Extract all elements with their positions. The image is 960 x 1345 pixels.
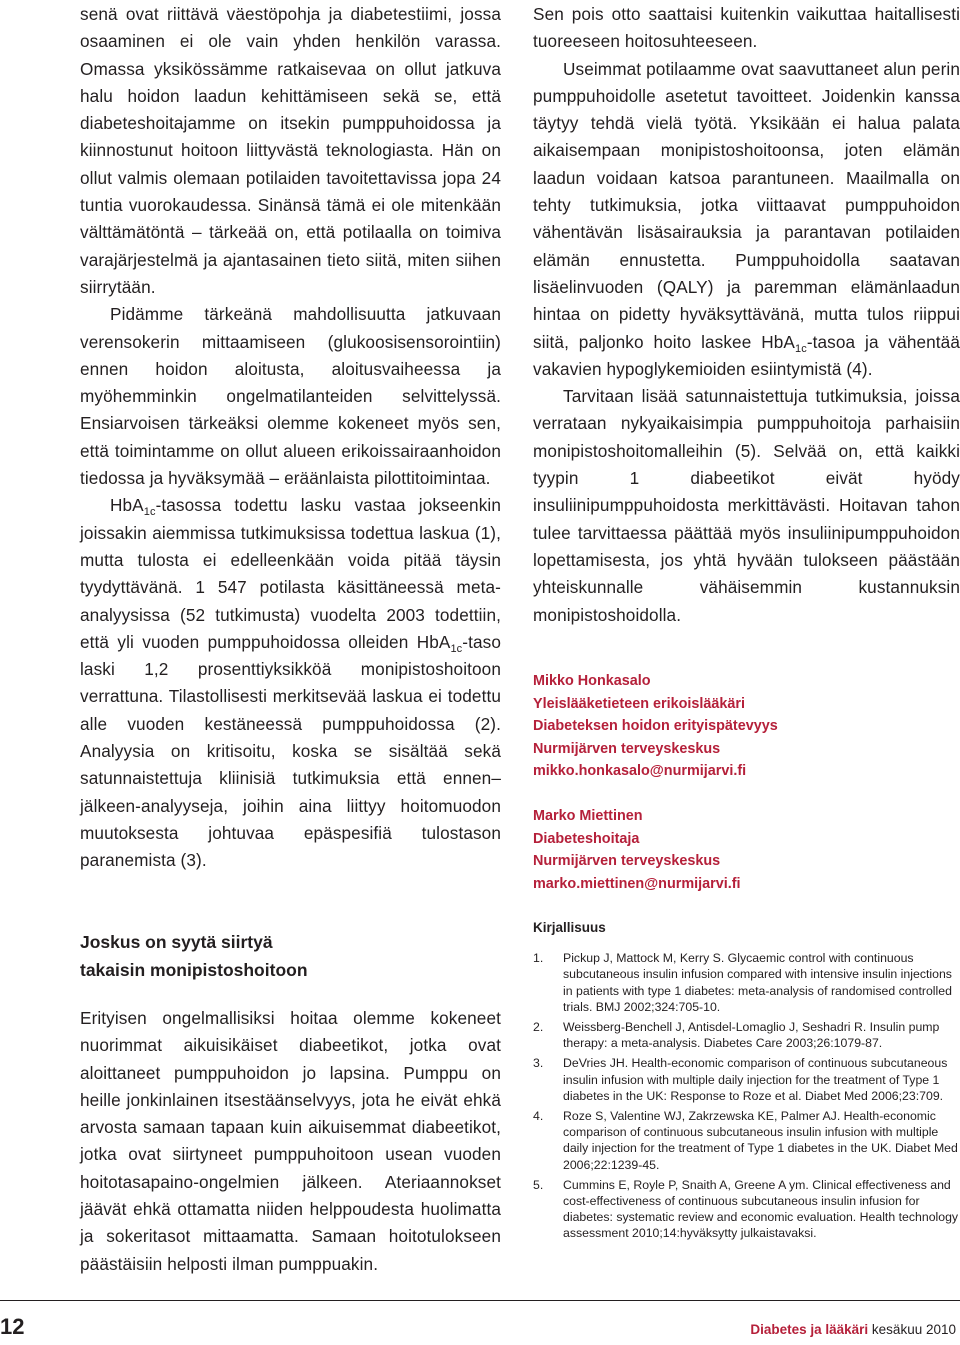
reference-text: DeVries JH. Health-economic comparison of continuous subcutaneous insulin infusion with multiple daily injection for the treatment of Type 1 diabetes in the UK: Response to Roze et al. Diabet Med 2006;23:709. [563,1056,948,1103]
left-column [80,0,501,875]
reference-item [533,1055,960,1104]
footer-divider [0,1300,960,1301]
hba-text: HbA [761,331,795,352]
author-title: Yleislääketieteen erikoislääkäri [533,695,746,712]
page-number: 12 [0,1314,25,1339]
hba-text: HbA [416,631,451,652]
heading-line: Joskus on syytä siirtyä [80,932,273,952]
heading-line: takaisin monipistoshoitoon [80,960,308,980]
right-column [533,0,960,629]
section-heading [80,928,501,984]
hba-text: HbA [110,495,144,516]
author-info [533,670,960,917]
section-body [80,1005,501,1278]
paragraph-part: Useimmat potilaamme ovat saavuttaneet alun perin pumppuhoidolle asetetut tavoitteet. Joidenkin kanssa täytyy tehdä vielä työtä. Yksikään ei halua palata aikaisempaan monipistoshoitoonsa, joten elämän laadun voidaan katsoa parantuneen. Maailmalla on tehty tutkimuksia, jotka viittaavat pumppuhoidon vähentävän lisäsairauksia ja parantavan potilaiden elämän ennustetta. Pumppuhoidolla saatavan lisäelinvuoden (QALY) ja paremman elämänlaadun hintaa on pidetty hyväksyttävänä, mutta tulos riippui siitä, paljonko hoito laskee [533,58,960,352]
paragraph: Tarvitaan lisää satunnaistettuja tutkimuksia, joissa verrataan nykyaikaisimpia pumppuhoitoja parhaisiin monipistoshoitomalleihin (5). Selvää on, että kaikki tyypin 1 diabeetikot eivät hyödy insuliinipumppuhoidosta merkittävästi. Hoitavan tahon tulee tarvittaessa päättää myös insuliinipumppuhoidon lopettamisesta, jos yhtä hyvään tulokseen päästään yhteiskunnalle vähäisemmin kustannuksin monipistoshoidolla. [533,386,960,625]
paragraph: Pidämme tärkeänä mahdollisuutta jatkuvaan verensokerin mittaamiseen (glukoosisensorointiin) ennen hoidon aloitusta, aloitusvaiheessa ja myöhemminkin ongelmatilanteiden selvittelyssä. Ensiarvoisen tärkeäksi olemme kokeneet myös sen, että toimintamme on ollut alueen erikoissairaanhoidon tiedossa ja hyväksymää – eräänlaista pilottitoimintaa. [80,304,501,489]
reference-item [533,950,960,1015]
paragraph-hba1c [533,56,960,384]
reference-item [533,1019,960,1051]
journal-name: Diabetes ja lääkäri [750,1322,869,1337]
author-name: Marko Miettinen [533,807,643,824]
reference-number: 1. [533,951,544,966]
author-title: Diabeteksen hoidon erityispätevyys [533,718,778,735]
author-name: Mikko Honkasalo [533,673,651,689]
reference-item [533,1108,960,1173]
reference-number: 5. [533,1177,544,1192]
paragraph: senä ovat riittävä väestöpohja ja diabetestiimi, jossa osaaminen ei ole vain yhden henkilön varassa. Omassa yksikössämme ratkaisevaa on ollut jatkuva halu hoidon laadun kehittämiseen sekä se, että diabeteshoitajamme on itsekin pumppuhoidossa ja kiinnostunut hoitoon liittyvästä teknologiasta. Hän on ollut valmis olemaan potilaiden tavoitettavissa jopa 24 tuntia vuorokaudessa. Sinänsä tämä ei ole mitenkään välttämätöntä – tärkeää on, että potilaalla on toimiva varajärjestelmä ja ajantasainen tieto siitä, miten siihen siirrytään. [80,4,501,297]
author-email[interactable]: marko.miettinen@nurmijarvi.fi [533,875,741,892]
reference-number: 4. [533,1109,544,1124]
reference-number: 3. [533,1056,544,1071]
hba-subscript: 1c [794,342,807,355]
hba-subscript: 1c [143,506,156,519]
paragraph-part: -tasossa todettu lasku vastaa jokseenkin joissakin aiemmissa tutkimuksissa todettua laskua (1), mutta tulosta ei edelleenkään voida pitää täysin tyydyttävänä. 1 547 potilasta käsittäneessä meta-analyysissa (52 tutkimusta) vuodelta 2003 todettiin, että yli vuoden pumppuhoidossa olleiden [80,495,501,652]
hba-subscript: 1c [450,642,463,655]
reference-text: Cummins E, Royle P, Snaith A, Greene A ym. Clinical effectiveness and cost-effectiveness of continuous subcutaneous insulin infusion for diabetes: systematic review and economic evaluation. Health technology assessment 2010;14:hyväksytty julkaistavaksi. [563,1177,959,1241]
reference-item [533,1177,960,1242]
author-email[interactable]: mikko.honkasalo@nurmijarvi.fi [533,763,747,780]
reference-number: 2. [533,1020,544,1035]
footer-journal [750,1322,956,1337]
paragraph: Sen pois otto saattaisi kuitenkin vaikuttaa haitallisesti tuoreeseen hoitosuhteeseen. [533,4,960,52]
reference-text: Pickup J, Mattock M, Kerry S. Glycaemic control with continuous subcutaneous insulin infusion compared with intensive insulin injections in patients with type 1 diabetes: meta-analysis of randomised controlled trials. BMJ 2002;324:705-10. [563,951,952,1014]
journal-issue: kesäkuu 2010 [871,1322,956,1337]
references-title: Kirjallisuus [533,920,606,935]
paragraph: Erityisen ongelmallisiksi hoitaa olemme kokeneet nuorimmat aikuisikäiset diabeetikot, jotka ovat aloittaneet pumppuhoidon jo lapsina. Pumppu on heille jonkinlainen itsestäänselvyys, jota he eivät ehkä arvosta samaan tapaan kuin aikuisemmat diabeetikot, jotka ovat siirtyneet pumppuhoitoon usean vuoden hoitotasapaino-ongelmien jälkeen. Ateriaannokset jäävät ehkä ottamatta niiden helppoudesta huolimatta ja sokeritasot mittaamatta. Samaan hoitotulokseen päästäisiin helposti ilman pumppuakin. [80,1008,501,1274]
paragraph-part: -taso laski 1,2 prosenttiyksikköä monipistoshoitoon verrattuna. Tilastollisesti merkitsevää laskua ei todettu alle vuoden kestäneessä pumppuhoidossa (2). Analyysia on kritisoitu, koska se sisältää sekä satunnaistettuja kliinisiä tutkimuksia että ennen–jälkeen-analyyseja, joihin aina liittyy hoitomuodon muutoksesta johtuvaa epäspesifiä tulostason paranemista (3). [80,631,501,871]
author-block [533,805,960,895]
references [533,920,960,1246]
author-organization: Nurmijärven terveyskeskus [533,853,721,870]
author-title: Diabeteshoitaja [533,830,640,847]
author-block [533,670,960,783]
reference-text: Roze S, Valentine WJ, Zakrzewska KE, Palmer AJ. Health-economic comparison of continuous subcutaneous insulin infusion with multiple daily injection for the treatment of Type 1 diabetes in the UK. Diabet Med 2006;22:1239-45. [563,1109,958,1172]
paragraph-hba1c [80,492,501,874]
reference-text: Weissberg-Benchell J, Antisdel-Lomaglio J, Seshadri R. Insulin pump therapy: a meta-analysis. Diabetes Care 2003;26:1079-87. [563,1020,940,1051]
paragraph-part: -tasoa ja vähentää vakavien hypoglykemioiden esiintymistä (4). [533,331,960,379]
author-organization: Nurmijärven terveyskeskus [533,740,721,757]
